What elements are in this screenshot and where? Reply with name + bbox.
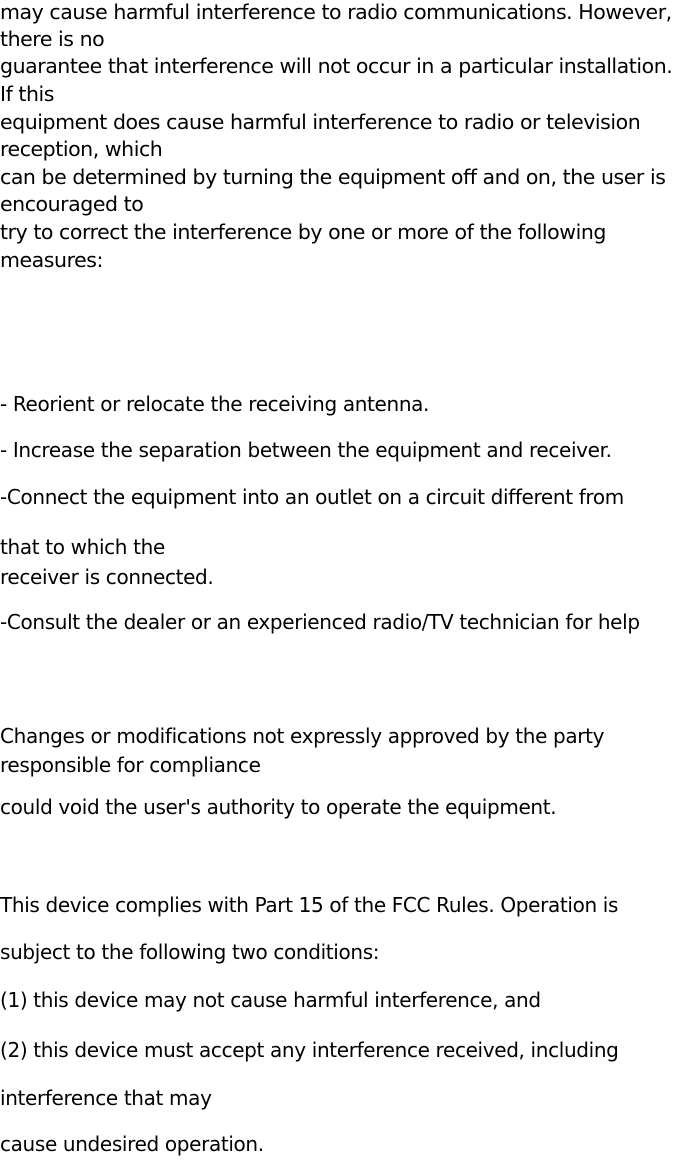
text-line: This device complies with Part 15 of the FCC Rules. Operation is: [0, 893, 619, 917]
text-line: responsible for compliance: [0, 753, 261, 777]
text-line: try to correct the interference by one or more of the following: [0, 220, 606, 244]
text-line: subject to the following two conditions:: [0, 940, 380, 964]
text-line: encouraged to: [0, 192, 144, 216]
text-line: may cause harmful interference to radio communications. However,: [0, 0, 672, 24]
text-line: measures:: [0, 248, 103, 272]
measure-item: -Connect the equipment into an outlet on a circuit different from: [0, 485, 624, 509]
condition-item: (1) this device may not cause harmful interference, and: [0, 988, 541, 1012]
text-line: reception, which: [0, 137, 163, 161]
condition-item: (2) this device must accept any interference received, including: [0, 1038, 619, 1062]
measure-item: - Reorient or relocate the receiving antenna.: [0, 392, 430, 416]
measure-item: -Consult the dealer or an experienced radio/TV technician for help: [0, 610, 640, 634]
measure-item-continuation: that to which the: [0, 535, 165, 559]
measure-item-continuation: receiver is connected.: [0, 565, 214, 589]
text-line: If this: [0, 82, 55, 106]
text-line: could void the user's authority to operate the equipment.: [0, 795, 557, 819]
text-line: there is no: [0, 27, 105, 51]
text-line: Changes or modifications not expressly approved by the party: [0, 724, 605, 748]
text-line: equipment does cause harmful interference to radio or television: [0, 110, 641, 134]
text-line: guarantee that interference will not occur in a particular installation.: [0, 54, 673, 78]
condition-item-continuation: interference that may: [0, 1086, 212, 1110]
condition-item-continuation: cause undesired operation.: [0, 1132, 264, 1156]
text-line: can be determined by turning the equipment off and on, the user is: [0, 165, 666, 189]
measure-item: - Increase the separation between the equipment and receiver.: [0, 438, 612, 462]
